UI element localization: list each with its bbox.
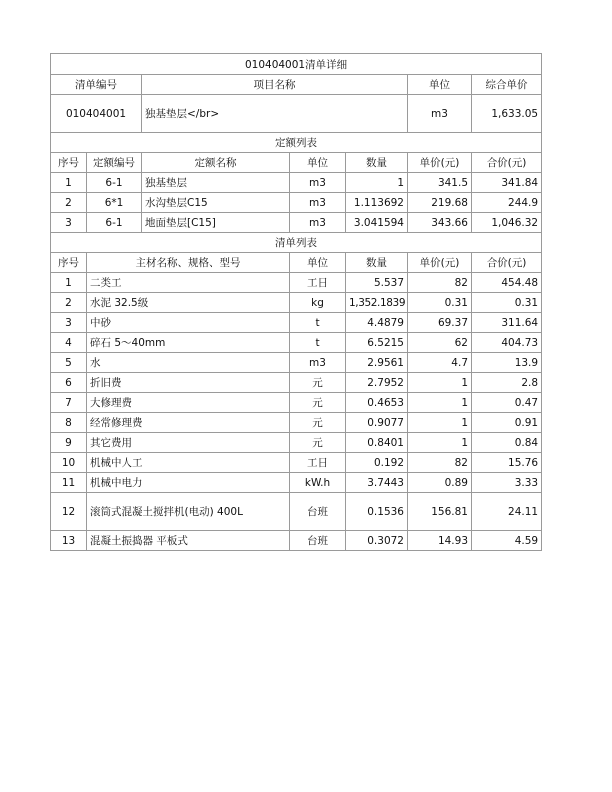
quota-row bbox=[51, 213, 542, 233]
material-cell-unit: 台班 bbox=[290, 531, 346, 551]
material-cell-total: 0.47 bbox=[472, 393, 542, 413]
material-cell-name: 碎石 5～40mm bbox=[87, 333, 290, 353]
bill-detail-sheet bbox=[50, 53, 541, 551]
material-cell-qty: 0.192 bbox=[346, 453, 408, 473]
material-cell-unit: 工日 bbox=[290, 453, 346, 473]
material-cell-price: 1 bbox=[408, 413, 472, 433]
material-cell-qty: 1,352.1839 bbox=[346, 293, 408, 313]
quota-cell-code: 6-1 bbox=[87, 173, 142, 193]
material-cell-name: 机械中人工 bbox=[87, 453, 290, 473]
material-row bbox=[51, 493, 542, 531]
material-cell-name: 混凝土振捣器 平板式 bbox=[87, 531, 290, 551]
material-cell-qty: 5.537 bbox=[346, 273, 408, 293]
material-cell-no: 6 bbox=[51, 373, 87, 393]
material-cell-unit: kg bbox=[290, 293, 346, 313]
material-row bbox=[51, 453, 542, 473]
material-cell-price: 82 bbox=[408, 273, 472, 293]
quota-cell-qty: 1.113692 bbox=[346, 193, 408, 213]
material-cell-no: 3 bbox=[51, 313, 87, 333]
quota-row bbox=[51, 193, 542, 213]
quota-cell-price: 341.5 bbox=[408, 173, 472, 193]
material-row bbox=[51, 293, 542, 313]
material-cell-unit: 元 bbox=[290, 393, 346, 413]
material-cell-qty: 0.9077 bbox=[346, 413, 408, 433]
quota-cell-name: 地面垫层[C15] bbox=[142, 213, 290, 233]
quota-cell-total: 244.9 bbox=[472, 193, 542, 213]
material-cell-unit: 台班 bbox=[290, 493, 346, 531]
material-cell-total: 404.73 bbox=[472, 333, 542, 353]
material-cell-qty: 4.4879 bbox=[346, 313, 408, 333]
material-cell-price: 14.93 bbox=[408, 531, 472, 551]
summary-unit: m3 bbox=[408, 95, 472, 133]
quota-header-name: 定额名称 bbox=[142, 153, 290, 173]
quota-header-unit: 单位 bbox=[290, 153, 346, 173]
materials-header-row bbox=[51, 253, 542, 273]
material-row bbox=[51, 413, 542, 433]
material-cell-price: 0.89 bbox=[408, 473, 472, 493]
materials-header-total: 合价(元) bbox=[472, 253, 542, 273]
material-row bbox=[51, 473, 542, 493]
quota-header-qty: 数量 bbox=[346, 153, 408, 173]
quota-cell-no: 1 bbox=[51, 173, 87, 193]
material-cell-name: 折旧费 bbox=[87, 373, 290, 393]
material-cell-unit: t bbox=[290, 333, 346, 353]
material-cell-total: 311.64 bbox=[472, 313, 542, 333]
quota-cell-no: 3 bbox=[51, 213, 87, 233]
material-cell-name: 滚筒式混凝土搅拌机(电动) 400L bbox=[87, 493, 290, 531]
material-cell-no: 4 bbox=[51, 333, 87, 353]
summary-header-code: 清单编号 bbox=[51, 75, 142, 95]
quota-cell-qty: 3.041594 bbox=[346, 213, 408, 233]
summary-price: 1,633.05 bbox=[472, 95, 542, 133]
summary-code: 010404001 bbox=[51, 95, 142, 133]
quota-cell-code: 6*1 bbox=[87, 193, 142, 213]
material-cell-name: 机械中电力 bbox=[87, 473, 290, 493]
material-cell-price: 156.81 bbox=[408, 493, 472, 531]
material-cell-price: 62 bbox=[408, 333, 472, 353]
quota-header-price: 单价(元) bbox=[408, 153, 472, 173]
material-row bbox=[51, 333, 542, 353]
material-cell-total: 2.8 bbox=[472, 373, 542, 393]
material-cell-qty: 0.8401 bbox=[346, 433, 408, 453]
materials-header-price: 单价(元) bbox=[408, 253, 472, 273]
material-cell-unit: 工日 bbox=[290, 273, 346, 293]
summary-row bbox=[51, 95, 542, 133]
material-cell-price: 1 bbox=[408, 393, 472, 413]
quota-header-total: 合价(元) bbox=[472, 153, 542, 173]
quota-cell-code: 6-1 bbox=[87, 213, 142, 233]
summary-name: 独基垫层</br> bbox=[142, 95, 408, 133]
material-cell-qty: 0.3072 bbox=[346, 531, 408, 551]
material-cell-name: 其它费用 bbox=[87, 433, 290, 453]
material-cell-price: 0.31 bbox=[408, 293, 472, 313]
material-cell-total: 454.48 bbox=[472, 273, 542, 293]
quota-cell-unit: m3 bbox=[290, 213, 346, 233]
quota-cell-price: 219.68 bbox=[408, 193, 472, 213]
quota-cell-qty: 1 bbox=[346, 173, 408, 193]
material-cell-qty: 0.1536 bbox=[346, 493, 408, 531]
materials-header-name: 主材名称、规格、型号 bbox=[87, 253, 290, 273]
sheet-title: 010404001清单详细 bbox=[51, 54, 542, 75]
material-row bbox=[51, 313, 542, 333]
material-cell-name: 二类工 bbox=[87, 273, 290, 293]
material-cell-unit: t bbox=[290, 313, 346, 333]
material-row bbox=[51, 273, 542, 293]
quota-section-title: 定额列表 bbox=[51, 133, 542, 153]
quota-cell-total: 341.84 bbox=[472, 173, 542, 193]
material-cell-unit: kW.h bbox=[290, 473, 346, 493]
material-cell-no: 2 bbox=[51, 293, 87, 313]
material-cell-no: 10 bbox=[51, 453, 87, 473]
material-cell-no: 9 bbox=[51, 433, 87, 453]
material-cell-price: 69.37 bbox=[408, 313, 472, 333]
materials-header-qty: 数量 bbox=[346, 253, 408, 273]
material-cell-qty: 0.4653 bbox=[346, 393, 408, 413]
summary-header-unit: 单位 bbox=[408, 75, 472, 95]
material-row bbox=[51, 353, 542, 373]
material-cell-qty: 3.7443 bbox=[346, 473, 408, 493]
material-cell-no: 8 bbox=[51, 413, 87, 433]
quota-header-code: 定额编号 bbox=[87, 153, 142, 173]
material-cell-no: 13 bbox=[51, 531, 87, 551]
quota-row bbox=[51, 173, 542, 193]
material-cell-total: 24.11 bbox=[472, 493, 542, 531]
material-cell-unit: 元 bbox=[290, 413, 346, 433]
material-cell-total: 0.91 bbox=[472, 413, 542, 433]
quota-header-no: 序号 bbox=[51, 153, 87, 173]
quota-cell-total: 1,046.32 bbox=[472, 213, 542, 233]
material-cell-price: 1 bbox=[408, 433, 472, 453]
material-cell-price: 1 bbox=[408, 373, 472, 393]
material-row bbox=[51, 433, 542, 453]
material-cell-name: 大修理费 bbox=[87, 393, 290, 413]
material-cell-name: 水泥 32.5级 bbox=[87, 293, 290, 313]
material-cell-no: 11 bbox=[51, 473, 87, 493]
bill-detail-table bbox=[50, 53, 542, 551]
material-cell-total: 0.84 bbox=[472, 433, 542, 453]
quota-cell-price: 343.66 bbox=[408, 213, 472, 233]
material-cell-unit: 元 bbox=[290, 373, 346, 393]
summary-header-price: 综合单价 bbox=[472, 75, 542, 95]
summary-header-row bbox=[51, 75, 542, 95]
quota-cell-unit: m3 bbox=[290, 193, 346, 213]
quota-cell-name: 水沟垫层C15 bbox=[142, 193, 290, 213]
material-cell-no: 1 bbox=[51, 273, 87, 293]
material-cell-name: 经常修理费 bbox=[87, 413, 290, 433]
quota-cell-no: 2 bbox=[51, 193, 87, 213]
material-cell-no: 12 bbox=[51, 493, 87, 531]
material-cell-total: 0.31 bbox=[472, 293, 542, 313]
material-cell-price: 4.7 bbox=[408, 353, 472, 373]
material-cell-name: 水 bbox=[87, 353, 290, 373]
summary-header-name: 项目名称 bbox=[142, 75, 408, 95]
material-cell-total: 4.59 bbox=[472, 531, 542, 551]
materials-section-title: 清单列表 bbox=[51, 233, 542, 253]
material-cell-total: 13.9 bbox=[472, 353, 542, 373]
material-row bbox=[51, 373, 542, 393]
quota-cell-name: 独基垫层 bbox=[142, 173, 290, 193]
material-row bbox=[51, 393, 542, 413]
material-cell-name: 中砂 bbox=[87, 313, 290, 333]
material-row bbox=[51, 531, 542, 551]
materials-header-unit: 单位 bbox=[290, 253, 346, 273]
material-cell-price: 82 bbox=[408, 453, 472, 473]
quota-header-row bbox=[51, 153, 542, 173]
material-cell-no: 7 bbox=[51, 393, 87, 413]
material-cell-qty: 2.7952 bbox=[346, 373, 408, 393]
material-cell-qty: 6.5215 bbox=[346, 333, 408, 353]
material-cell-qty: 2.9561 bbox=[346, 353, 408, 373]
material-cell-total: 15.76 bbox=[472, 453, 542, 473]
materials-header-no: 序号 bbox=[51, 253, 87, 273]
material-cell-total: 3.33 bbox=[472, 473, 542, 493]
material-cell-no: 5 bbox=[51, 353, 87, 373]
material-cell-unit: 元 bbox=[290, 433, 346, 453]
material-cell-unit: m3 bbox=[290, 353, 346, 373]
quota-cell-unit: m3 bbox=[290, 173, 346, 193]
